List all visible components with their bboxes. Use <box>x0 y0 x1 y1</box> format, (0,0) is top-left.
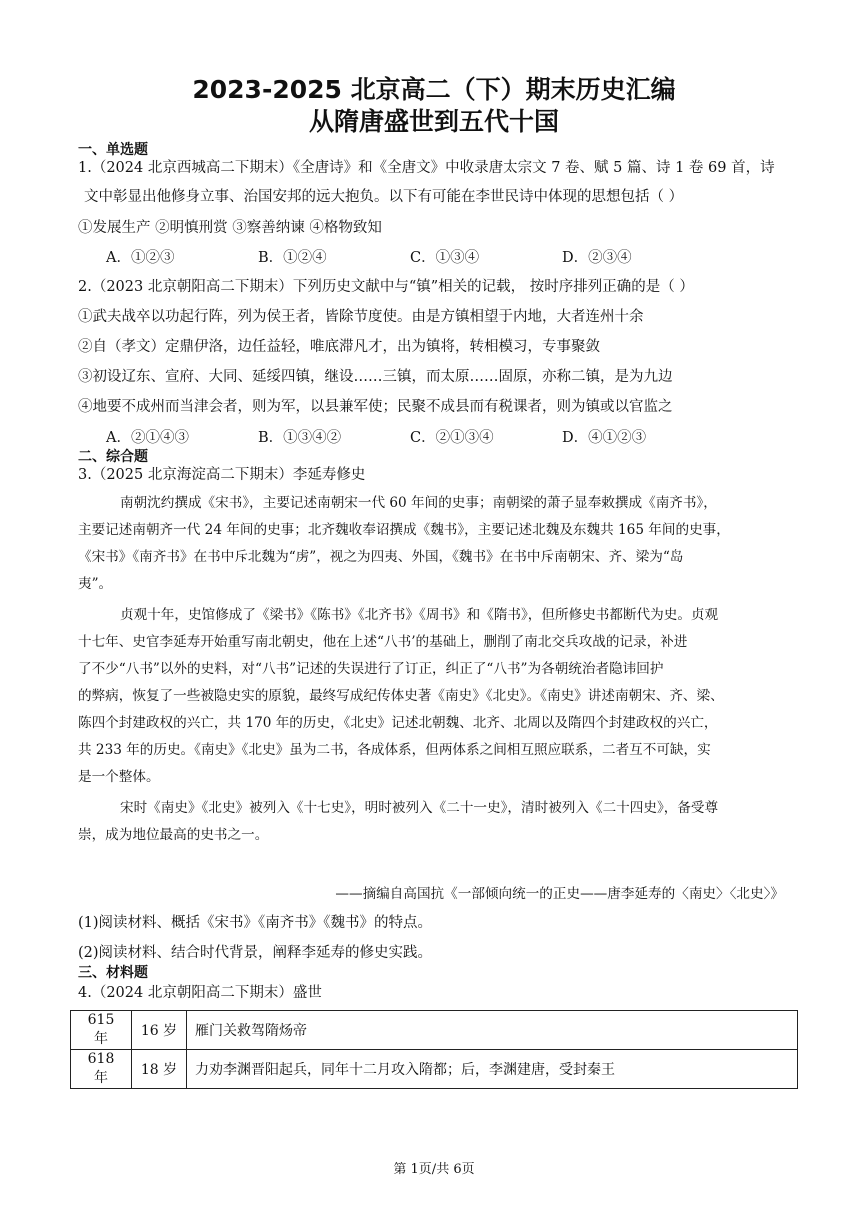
table-cell-age: 16 岁 <box>132 1011 187 1050</box>
table-cell-age: 18 岁 <box>132 1050 187 1089</box>
material-line: 的弊病，恢复了一些被隐史实的原貌，最终写成纪传体史著《南史》《北史》。《南史》讲述南朝宋、齐、梁、 <box>78 688 724 704</box>
q1-line-1: 1.（2024 北京西城高二下期末）《全唐诗》和《全唐文》中收录唐太宗文 7 卷、赋 5 篇、诗 1 卷 69 首，诗 <box>78 160 775 176</box>
q3-heading: 3.（2025 北京海淀高二下期末）李延寿修史 <box>78 467 366 483</box>
section-heading-material: 三、材料题 <box>78 965 148 981</box>
q3-source-citation: ——摘编自高国抗《一部倾向统一的正史——唐李延寿的〈南史〉〈北史〉》 <box>335 886 784 902</box>
page-footer: 第 1页/共 6页 <box>393 1162 475 1177</box>
q1-line-3: ①发展生产 ②明慎刑赏 ③察善纳谏 ④格物致知 <box>78 220 382 236</box>
page-title: 2023-2025 北京高二（下）期末历史汇编 <box>192 75 676 104</box>
section-heading-comprehensive: 二、综合题 <box>78 449 148 465</box>
material-line: 共 233 年的历史。《南史》《北史》虽为二书，各成体系，但两体系之间相互照应联系，二者互不可缺，实 <box>78 742 711 758</box>
q4-timeline-table <box>70 1010 798 1089</box>
material-line: 宋时《南史》《北史》被列入《十七史》，明时被列入《二十一史》，清时被列入《二十四史》，备受尊 <box>120 800 719 816</box>
q1-option-d: D．②③④ <box>562 250 632 266</box>
material-line: 是一个整体。 <box>78 769 160 785</box>
material-line: 《宋书》《南齐书》在书中斥北魏为“虏”，视之为四夷、外国，《魏书》在书中斥南朝宋、齐、梁为“岛 <box>78 549 684 565</box>
q4-heading: 4.（2024 北京朝阳高二下期末）盛世 <box>78 985 322 1001</box>
material-line: 南朝沈约撰成《宋书》，主要记述南朝宋一代 60 年间的史事；南朝梁的萧子显奉敕撰成《南齐书》， <box>120 495 717 511</box>
q2-option-c: C．②①③④ <box>410 430 494 446</box>
q2-option-d: D．④①②③ <box>562 430 647 446</box>
q1-line-2: 文中彰显出他修身立事、治国安邦的远大抱负。以下有可能在李世民诗中体现的思想包括（ ） <box>84 189 684 205</box>
q2-line-4: ③初设辽东、宣府、大同、延绥四镇，继设……三镇，而太原……固原，亦称二镇，是为九边 <box>78 369 673 385</box>
q2-option-a: A．②①④③ <box>106 430 189 446</box>
table-cell-event: 雁门关救驾隋炀帝 <box>187 1011 798 1050</box>
table-cell-event: 力劝李渊晋阳起兵，同年十二月攻入隋都；后，李渊建唐，受封秦王 <box>187 1050 798 1089</box>
section-heading-single-choice: 一、单选题 <box>78 142 148 158</box>
table-row <box>71 1050 798 1089</box>
q1-options <box>106 246 714 267</box>
q2-line-3: ②自（孝文）定鼎伊洛，边任益轻，唯底滞凡才，出为镇将，转相模习，专事聚敛 <box>78 339 600 355</box>
q1-option-a: A．①②③ <box>106 250 175 266</box>
q2-line-2: ①武夫战卒以功起行阵，列为侯王者，皆除节度使。由是方镇相望于内地，大者连州十余 <box>78 309 644 325</box>
q2-line-5: ④地要不成州而当津会者，则为军，以县兼军使；民聚不成县而有税课者，则为镇或以官监之 <box>78 399 673 415</box>
material-line: 夷”。 <box>78 576 113 592</box>
q3-subquestion-2: (2)阅读材料、结合时代背景，阐释李延寿的修史实践。 <box>78 945 433 961</box>
table-cell-year: 615 年 <box>71 1011 132 1050</box>
page-subtitle: 从隋唐盛世到五代十国 <box>308 107 559 136</box>
material-line: 陈四个封建政权的兴亡，共 170 年的历史，《北史》记述北朝魏、北齐、北周以及隋四个封建政权的兴亡， <box>78 715 718 731</box>
q2-line-1: 2.（2023 北京朝阳高二下期末）下列历史文献中与“镇”相关的记载， 按时序排列正确的是（ ） <box>78 279 694 295</box>
q2-option-b: B．①③④② <box>258 430 342 446</box>
material-line: 十七年、史官李延寿开始重写南北朝史，他在上述“八书’的基础上，删削了南北交兵攻战的记录，补进 <box>78 634 688 650</box>
q2-options <box>106 426 714 447</box>
table-cell-year: 618 年 <box>71 1050 132 1089</box>
material-line: 崇，成为地位最高的史书之一。 <box>78 827 269 843</box>
table-row <box>71 1011 798 1050</box>
q1-option-b: B．①②④ <box>258 250 327 266</box>
material-line: 主要记述南朝齐一代 24 年间的史事；北齐魏收奉诏撰成《魏书》，主要记述北魏及东魏共 165 年间的史事， <box>78 522 730 538</box>
q3-subquestion-1: (1)阅读材料、概括《宋书》《南齐书》《魏书》的特点。 <box>78 915 433 931</box>
q1-option-c: C．①③④ <box>410 250 480 266</box>
q3-material <box>78 490 794 849</box>
material-line: 了不少“八书”以外的史料，对“八书”记述的失误进行了订正，纠正了“八书”为各朝统治者隐讳回护 <box>78 661 664 677</box>
material-line: 贞观十年，史馆修成了《梁书》《陈书》《北齐书》《周书》和《隋书》，但所修史书都断代为史。贞观 <box>120 607 719 623</box>
